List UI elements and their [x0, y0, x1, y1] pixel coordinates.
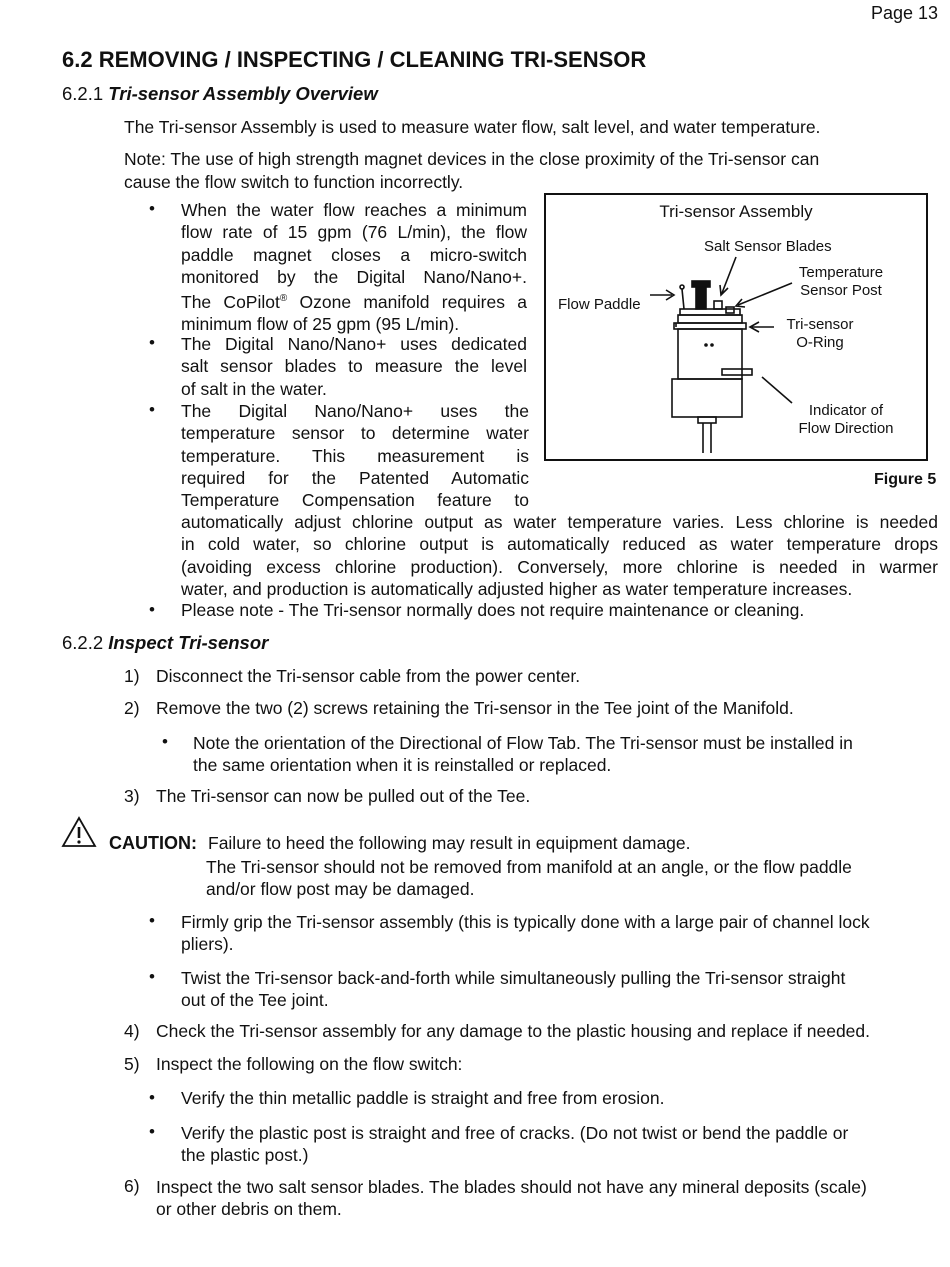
note-line-1: Note: The use of high strength magnet devices in the close proximity of the Tri-sensor can: [124, 149, 820, 169]
tri-sensor-drawing: [546, 195, 926, 459]
text-line: the same orientation when it is reinstalled or replaced.: [193, 755, 612, 775]
copilot-text-rest: Ozone manifold requires a: [287, 292, 527, 313]
text-line: pliers).: [181, 934, 234, 954]
label-salt-sensor-blades: Salt Sensor Blades: [704, 238, 832, 255]
text-line: (avoiding excess chlorine production). Conversely, more chlorine is needed in warmer: [181, 556, 938, 577]
subsection-heading-inspect: [62, 632, 268, 654]
text-line: The Digital Nano/Nano+ uses dedicated: [181, 334, 527, 354]
step-2-sub-note: [193, 732, 853, 776]
sensor-cap: [678, 315, 742, 323]
bullet-dot: •: [149, 1088, 155, 1107]
text-line: flow rate of 15 gpm (76 L/min), the flow: [181, 222, 527, 243]
caution-bullet-grip: [181, 911, 870, 955]
text-line: or other debris on them.: [156, 1199, 342, 1219]
caution-label: CAUTION:: [109, 833, 197, 853]
subsection-title: Tri-sensor Assembly Overview: [108, 83, 378, 104]
text-line: temperature sensor to determine water: [181, 423, 529, 444]
text-line: Inspect the two salt sensor blades. The blades should not have any mineral deposits (scale): [156, 1177, 867, 1197]
label-line: Flow Direction: [798, 420, 894, 437]
text-line: [181, 288, 527, 313]
intro-paragraph: The Tri-sensor Assembly is used to measure water flow, salt level, and water temperature.: [124, 117, 821, 137]
text-line: water, and production is automatically adjusted higher as water temperature increases.: [181, 578, 853, 599]
label-line: Indicator of: [808, 402, 884, 419]
text-line: out of the Tee joint.: [181, 990, 329, 1010]
bullet-salt-blades: [181, 333, 527, 400]
text-line: The Digital Nano/Nano+ uses the: [181, 401, 529, 421]
text-line: in cold water, so chlorine output is automatically reduced as water temperature drops: [181, 534, 938, 555]
label-line: Tri-sensor: [786, 316, 854, 333]
step-number: 5): [124, 1054, 140, 1074]
bullet-maintenance-note: Please note - The Tri-sensor normally does not require maintenance or cleaning.: [181, 600, 805, 620]
sensor-lower-housing: [672, 379, 742, 417]
step-6-text: [156, 1176, 867, 1220]
text-line: The Tri-sensor should not be removed from manifold at an angle, or the flow paddle: [206, 857, 852, 877]
step-number: 1): [124, 666, 140, 686]
text-line: Note the orientation of the Directional of Flow Tab. The Tri-sensor must be installed in: [193, 733, 853, 753]
bullet-dot: •: [149, 199, 155, 218]
step-number: 6): [124, 1176, 140, 1196]
flow-tab: [722, 369, 752, 375]
caution-text-detail: [206, 856, 852, 900]
bullet-dot: •: [149, 400, 155, 419]
text-line: Verify the plastic post is straight and free of cracks. (Do not twist or bend the paddle or: [181, 1123, 849, 1143]
text-line: salt sensor blades to measure the level: [181, 356, 527, 377]
bullet-dot: •: [149, 911, 155, 930]
subsection-number: 6.2.1: [62, 83, 104, 104]
subsection-number: 6.2.2: [62, 632, 104, 653]
bullet-temperature-wide: [181, 511, 938, 600]
step-number: 4): [124, 1021, 140, 1041]
label-line: O-Ring: [796, 334, 844, 351]
step-4-text: Check the Tri-sensor assembly for any damage to the plastic housing and replace if needed.: [156, 1021, 871, 1041]
flow-bullet-post: [181, 1122, 848, 1166]
flow-bullet-paddle: Verify the thin metallic paddle is straight and free from erosion.: [181, 1088, 665, 1108]
text-line: temperature. This measurement is: [181, 445, 529, 466]
bullet-dot: •: [149, 333, 155, 352]
o-ring: [674, 323, 746, 329]
bullet-dot: •: [149, 1122, 155, 1141]
note-line-2: cause the flow switch to function incorrectly.: [124, 172, 464, 192]
step-number: 3): [124, 786, 140, 806]
warning-icon: [61, 816, 97, 848]
registered-mark: ®: [279, 293, 288, 305]
label-flow-paddle: Flow Paddle: [558, 296, 641, 313]
text-line: When the water flow reaches a minimum: [181, 200, 527, 220]
section-title: 6.2 REMOVING / INSPECTING / CLEANING TRI-SENSOR: [62, 47, 647, 72]
sensor-body: [678, 329, 742, 379]
subsection-heading-overview: [62, 83, 378, 105]
text-line: paddle magnet closes a micro-switch: [181, 244, 527, 265]
text-line: required for the Patented Automatic: [181, 467, 529, 488]
text-line: of salt in the water.: [181, 378, 327, 399]
text-line: minimum flow of 25 gpm (95 L/min).: [181, 314, 460, 335]
text-line: Temperature Compensation feature to: [181, 490, 529, 511]
bullet-temperature-narrow: [181, 400, 529, 511]
figure-title: Tri-sensor Assembly: [659, 202, 813, 221]
step-1-text: Disconnect the Tri-sensor cable from the power center.: [156, 666, 581, 686]
step-number: 2): [124, 698, 140, 718]
label-line: Temperature: [798, 264, 884, 281]
text-line: monitored by the Digital Nano/Nano+.: [181, 266, 527, 287]
caution-text-1: Failure to heed the following may result in equipment damage.: [208, 833, 691, 853]
figure-caption: Figure 5: [874, 471, 937, 488]
step-3-text: The Tri-sensor can now be pulled out of the Tee.: [156, 786, 531, 806]
step-5-text: Inspect the following on the flow switch:: [156, 1054, 463, 1074]
bullet-dot: •: [149, 967, 155, 986]
label-line: Sensor Post: [800, 282, 882, 299]
text-line: automatically adjust chlorine output as water temperature varies. Less chlorine is needed: [181, 512, 938, 532]
sensor-top-plate: [680, 309, 740, 315]
page-number: Page 13: [870, 3, 938, 23]
bullet-flow-rate: [181, 199, 527, 336]
step-2-text: Remove the two (2) screws retaining the Tri-sensor in the Tee joint of the Manifold.: [156, 698, 794, 718]
figure-tri-sensor-assembly: [544, 193, 928, 461]
bullet-dot: •: [162, 732, 168, 751]
sensor-stem: [698, 417, 716, 423]
text-line: Twist the Tri-sensor back-and-forth while simultaneously pulling the Tri-sensor straight: [181, 968, 846, 988]
text-line: and/or flow post may be damaged.: [206, 879, 475, 899]
flow-paddle: [682, 289, 684, 309]
bullet-dot: •: [149, 600, 155, 619]
subsection-title: Inspect Tri-sensor: [108, 632, 269, 653]
text-line: Firmly grip the Tri-sensor assembly (this is typically done with a large pair of channel lock: [181, 912, 870, 932]
caution-bullet-twist: [181, 967, 845, 1011]
text-line: the plastic post.): [181, 1145, 309, 1165]
copilot-text: The CoPilot: [181, 292, 280, 313]
